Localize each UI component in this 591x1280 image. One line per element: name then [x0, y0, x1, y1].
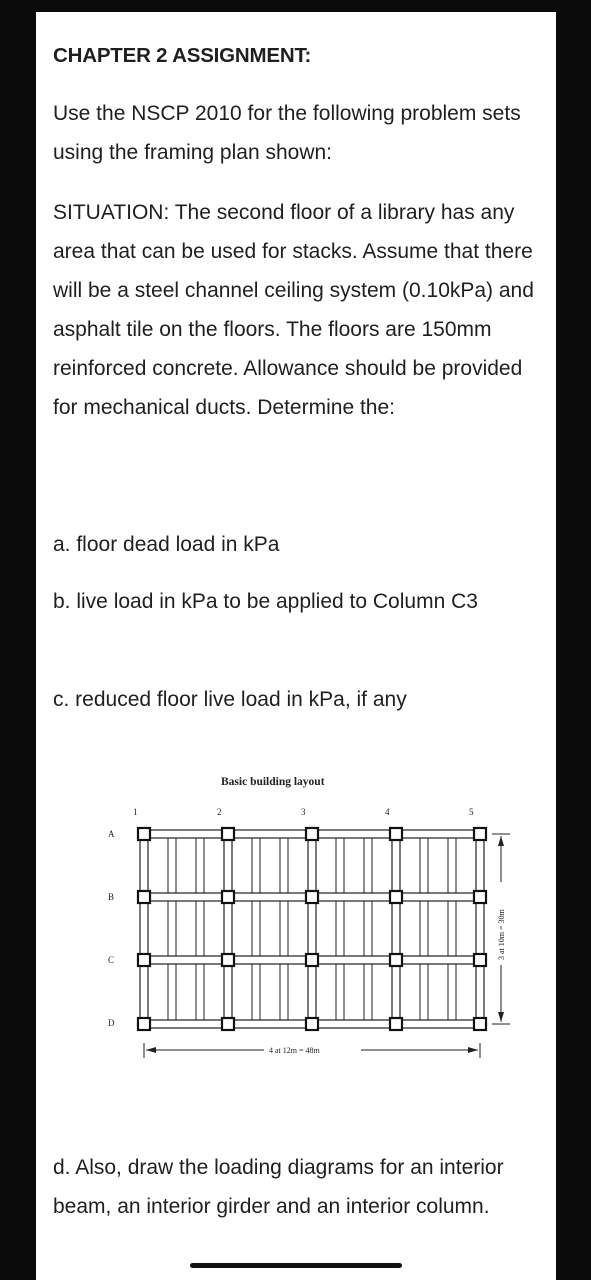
floor-beam	[336, 834, 344, 1024]
grid-label-3: 3	[301, 807, 306, 817]
horizontal-dimension-label: 4 at 12m = 48m	[269, 1046, 320, 1055]
column-line-girder	[140, 834, 148, 1024]
floor-beam	[196, 834, 204, 1024]
framing-plan	[138, 828, 486, 1030]
floor-beam	[252, 834, 260, 1024]
grid-label-1: 1	[133, 807, 138, 817]
grid-label-2: 2	[217, 807, 222, 817]
grid-label-4: 4	[385, 807, 390, 817]
floor-beam	[420, 834, 428, 1024]
figure-title: Basic building layout	[221, 776, 325, 788]
question-c: c. reduced floor live load in kPa, if any	[53, 688, 407, 711]
column	[222, 1018, 234, 1030]
grid-label-d: D	[108, 1018, 115, 1028]
column	[390, 891, 402, 903]
grid-label-b: B	[108, 892, 115, 902]
assignment-page	[36, 12, 556, 1280]
column	[222, 828, 234, 840]
column	[222, 891, 234, 903]
column	[138, 1018, 150, 1030]
column	[474, 891, 486, 903]
column	[306, 954, 318, 966]
column	[138, 954, 150, 966]
column	[390, 1018, 402, 1030]
question-b: b. live load in kPa to be applied to Column C3	[53, 590, 478, 613]
grid-label-a: A	[108, 829, 115, 839]
column	[306, 828, 318, 840]
home-indicator[interactable]	[190, 1263, 402, 1268]
column	[474, 828, 486, 840]
column	[138, 828, 150, 840]
assignment-heading: CHAPTER 2 ASSIGNMENT:	[53, 44, 312, 67]
column	[390, 828, 402, 840]
column	[474, 1018, 486, 1030]
column-line-girder	[224, 834, 232, 1024]
column-line-girder	[308, 834, 316, 1024]
framing-plan-figure	[76, 760, 546, 1120]
column	[474, 954, 486, 966]
floor-beam	[448, 834, 456, 1024]
column	[138, 891, 150, 903]
column-line-girder	[476, 834, 484, 1024]
floor-beam	[168, 834, 176, 1024]
grid-label-c: C	[108, 955, 115, 965]
column-grid-labels	[133, 807, 474, 817]
intro-paragraph: Use the NSCP 2010 for the following problem sets using the framing plan shown:	[53, 102, 521, 164]
situation-paragraph: SITUATION: The second floor of a library has any area that can be used for stacks. Assume that there will be a steel channel ceiling system (0.10kPa) and asphalt tile on the floors. The floors are 150mm reinforced concrete. Allowance should be provided for mechanical ducts. Determine the:	[53, 201, 534, 419]
grid-label-5: 5	[469, 807, 474, 817]
question-d: d. Also, draw the loading diagrams for an interior beam, an interior girder and an interior column.	[53, 1156, 504, 1218]
floor-beam	[364, 834, 372, 1024]
column-line-girder	[392, 834, 400, 1024]
row-grid-labels	[108, 829, 115, 1028]
column	[306, 1018, 318, 1030]
column	[222, 954, 234, 966]
vertical-dimension-label: 3 at 10m = 30m	[497, 909, 506, 960]
column	[390, 954, 402, 966]
question-a: a. floor dead load in kPa	[53, 533, 280, 556]
column	[306, 891, 318, 903]
floor-beam	[280, 834, 288, 1024]
